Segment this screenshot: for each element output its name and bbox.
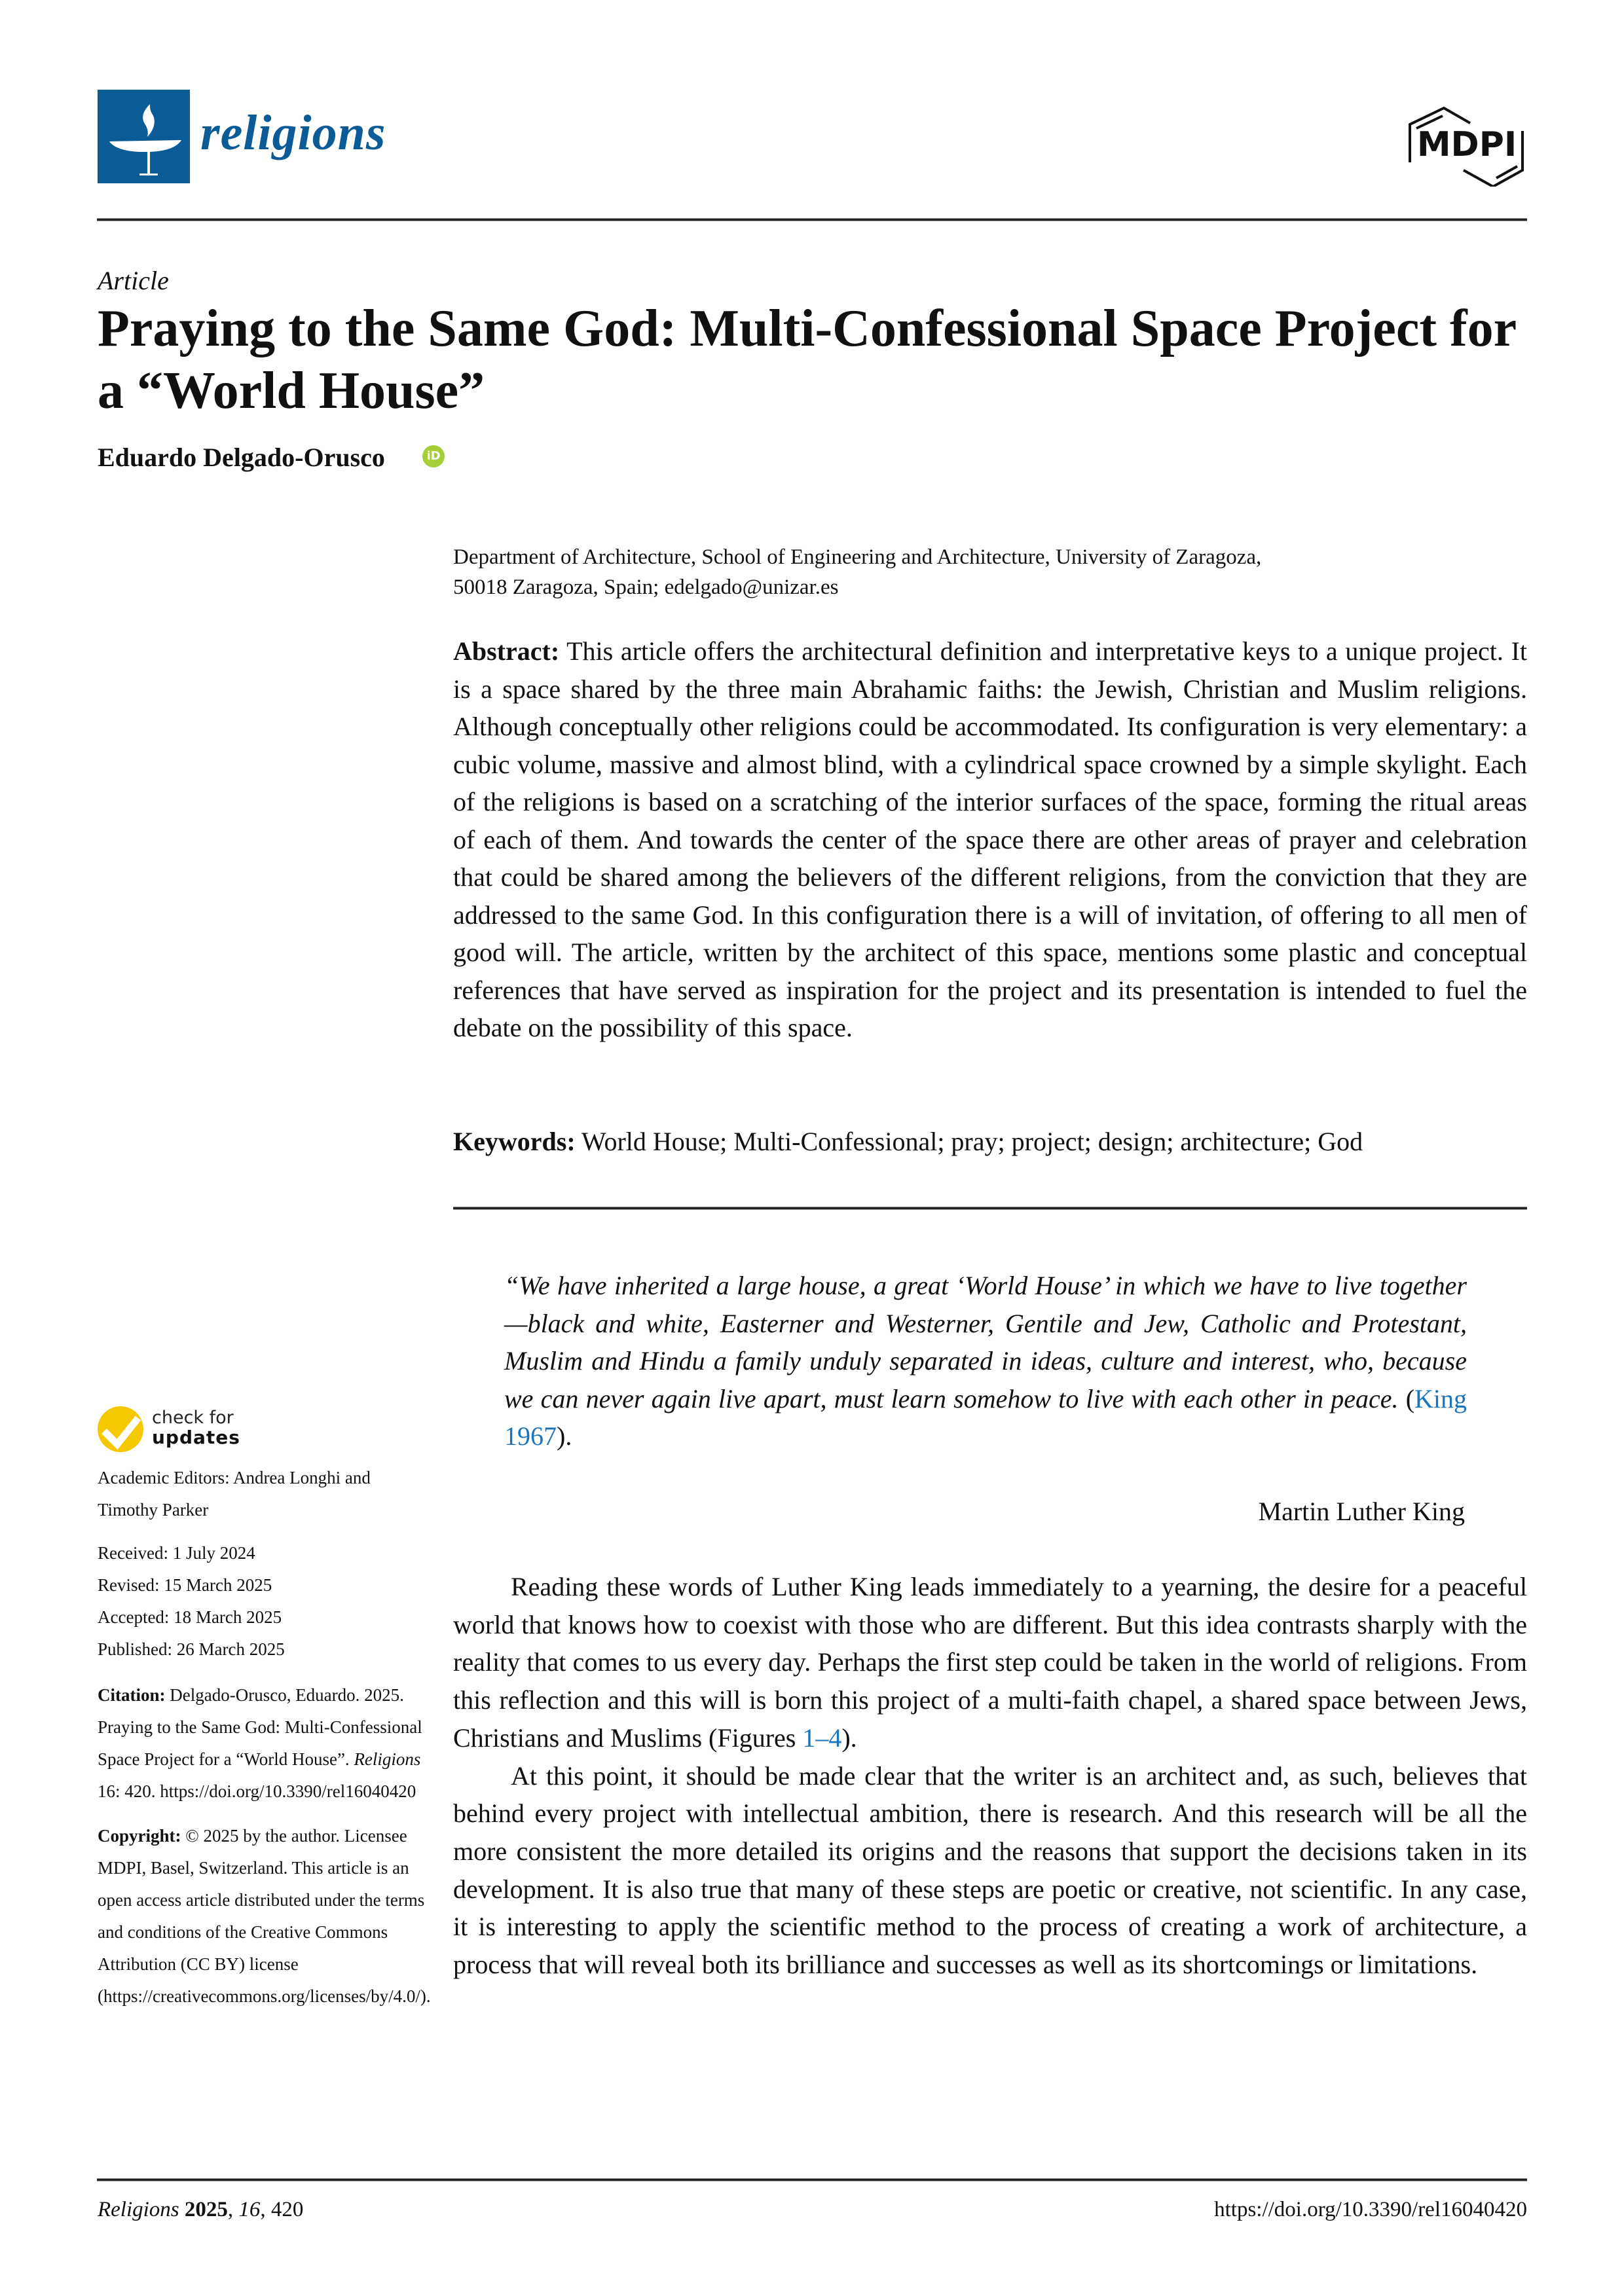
citation-text: Delgado-Orusco, Eduardo. 2025. Praying to the Same God: Multi-Confessional Space Project for a “World House”. bbox=[98, 1685, 422, 1769]
paragraph-end: ). bbox=[841, 1722, 857, 1753]
figure-link-1[interactable]: 1 bbox=[802, 1722, 816, 1753]
header-divider bbox=[97, 218, 1527, 221]
academic-editors: Academic Editors: Andrea Longhi and Timothy Parker bbox=[98, 1468, 371, 1520]
quote-attribution: Martin Luther King bbox=[1258, 1497, 1465, 1526]
citation-tail[interactable]: 16: 420. https://doi.org/10.3390/rel16040420 bbox=[98, 1781, 416, 1801]
keywords bbox=[453, 1123, 1527, 1160]
cite-close: ). bbox=[557, 1421, 572, 1451]
author-name[interactable]: Eduardo Delgado-Orusco bbox=[98, 443, 385, 472]
keywords-text: World House; Multi-Confessional; pray; project; design; architecture; God bbox=[581, 1127, 1363, 1156]
check-updates-line-1: check for bbox=[152, 1408, 234, 1428]
body-paragraph: At this point, it should be made clear that the writer is an architect and, as such, believes that behind every project with intellectual ambition, there is research. And this research will be all the more consistent the more detailed its origins and the reasons that support the decisions taken in its development. It is also true that many of these steps are poetic or creative, not scientific. In any case, it is interesting to apply the scientific method to the process of creating a work of architecture, a process that will reveal both its brilliance and successes as well as its shortcomings or limitations. bbox=[453, 1760, 1527, 1980]
footer-journal: Religions bbox=[98, 2198, 179, 2221]
check-for-updates-badge[interactable] bbox=[98, 1406, 255, 1455]
article-title: Praying to the Same God: Multi-Confessional Space Project for a “World House” bbox=[98, 300, 1516, 420]
mdpi-logo[interactable] bbox=[1405, 105, 1529, 187]
footer-journal-ref: Religions 2025, 16, 420 bbox=[98, 2198, 304, 2221]
body-paragraph bbox=[453, 1568, 1527, 1757]
footer-volume: 16 bbox=[238, 2198, 261, 2221]
copyright-text[interactable]: © 2025 by the author. Licensee MDPI, Basel, Switzerland. This article is an open access article distributed under the terms and conditions of the Creative Commons Attribution (CC BY) license (https://creativecommons.org/licenses/by/4.0/). bbox=[98, 1826, 431, 2006]
orcid-icon[interactable]: iD bbox=[422, 445, 445, 467]
affiliation-line-1: Department of Architecture, School of Engineering and Architecture, University of Zaragoza, bbox=[453, 545, 1262, 569]
abstract-divider bbox=[453, 1207, 1527, 1210]
checkmark-icon bbox=[98, 1406, 143, 1452]
affiliation-line-2: 50018 Zaragoza, Spain; edelgado@unizar.es bbox=[453, 575, 839, 599]
citation-label: Citation: bbox=[98, 1685, 166, 1705]
quote-text: “We have inherited a large house, a great ‘World House’ in which we have to live together—black and white, Easterner and Westerner, Gentile and Jew, Catholic and Protestant, Muslim and Hindu a family unduly separated in ideas, culture and interest, who, because we can never again live apart, must learn somehow to live with each other in peace. bbox=[504, 1271, 1467, 1413]
citation-journal: Religions bbox=[354, 1749, 421, 1769]
abstract-text: This article offers the architectural definition and interpretative keys to a unique project. It is a space shared by the three main Abrahamic faiths: the Jewish, Christian and Muslim religions. Although conceptually other religions could be accommodated. Its configuration is very elementary: a cubic volume, massive and almost blind, with a cylindrical space crowned by a simple skylight. Each of the religions is based on a scratching of the interior surfaces of the space, forming the ritual areas of each of them. And towards the center of the space there are other areas of prayer and celebration that could be shared among the believers of the different religions, from the conviction that they are addressed to the same God. In this configuration there is a will of invitation, of offering to all men of good will. The article, written by the architect of this space, mentions some plastic and conceptual references that have served as inspiration for the project and its presentation is intended to fuel the debate on the possibility of this space. bbox=[453, 636, 1527, 1042]
abstract-label: Abstract: bbox=[453, 636, 560, 666]
footer-year: 2025 bbox=[184, 2198, 228, 2221]
citation-link-king-1967[interactable]: King 1967 bbox=[504, 1383, 1467, 1451]
publication-dates bbox=[98, 1537, 425, 1666]
body-text bbox=[453, 1568, 1527, 1984]
date-published: Published: 26 March 2025 bbox=[98, 1639, 285, 1659]
date-revised: Revised: 15 March 2025 bbox=[98, 1575, 272, 1595]
footer-divider bbox=[97, 2178, 1527, 2181]
keywords-label: Keywords: bbox=[453, 1127, 576, 1156]
cite-open: ( bbox=[1405, 1383, 1415, 1413]
abstract bbox=[453, 632, 1527, 1047]
epigraph-quote bbox=[504, 1267, 1467, 1455]
article-type: Article bbox=[98, 266, 169, 295]
check-updates-line-2: updates bbox=[152, 1427, 240, 1448]
journal-logo[interactable] bbox=[98, 90, 190, 183]
journal-name[interactable]: religions bbox=[200, 105, 386, 160]
figure-range-dash: – bbox=[815, 1722, 829, 1753]
figure-link-4[interactable]: 4 bbox=[828, 1722, 842, 1753]
paragraph-text: Reading these words of Luther King leads immediately to a yearning, the desire for a peaceful world that knows how to coexist with those who are different. But this idea contrasts sharply with the reality that comes to us every day. Perhaps the first step could be taken in the world of religions. From this reflection and this will is born this project of a multi-faith chapel, a shared space between Jews, Christians and Muslims (Figures bbox=[453, 1572, 1527, 1753]
affiliation bbox=[453, 542, 1527, 602]
date-accepted: Accepted: 18 March 2025 bbox=[98, 1607, 282, 1627]
citation-block bbox=[98, 1679, 425, 1808]
mdpi-logo-text: MDPI bbox=[1416, 125, 1517, 164]
footer-article-number: 420 bbox=[270, 2198, 304, 2221]
copyright-label: Copyright: bbox=[98, 1826, 181, 1846]
date-received: Received: 1 July 2024 bbox=[98, 1543, 255, 1563]
copyright-block bbox=[98, 1820, 431, 2013]
footer-doi-link[interactable]: https://doi.org/10.3390/rel16040420 bbox=[1214, 2198, 1527, 2221]
chalice-flame-icon bbox=[98, 90, 190, 183]
